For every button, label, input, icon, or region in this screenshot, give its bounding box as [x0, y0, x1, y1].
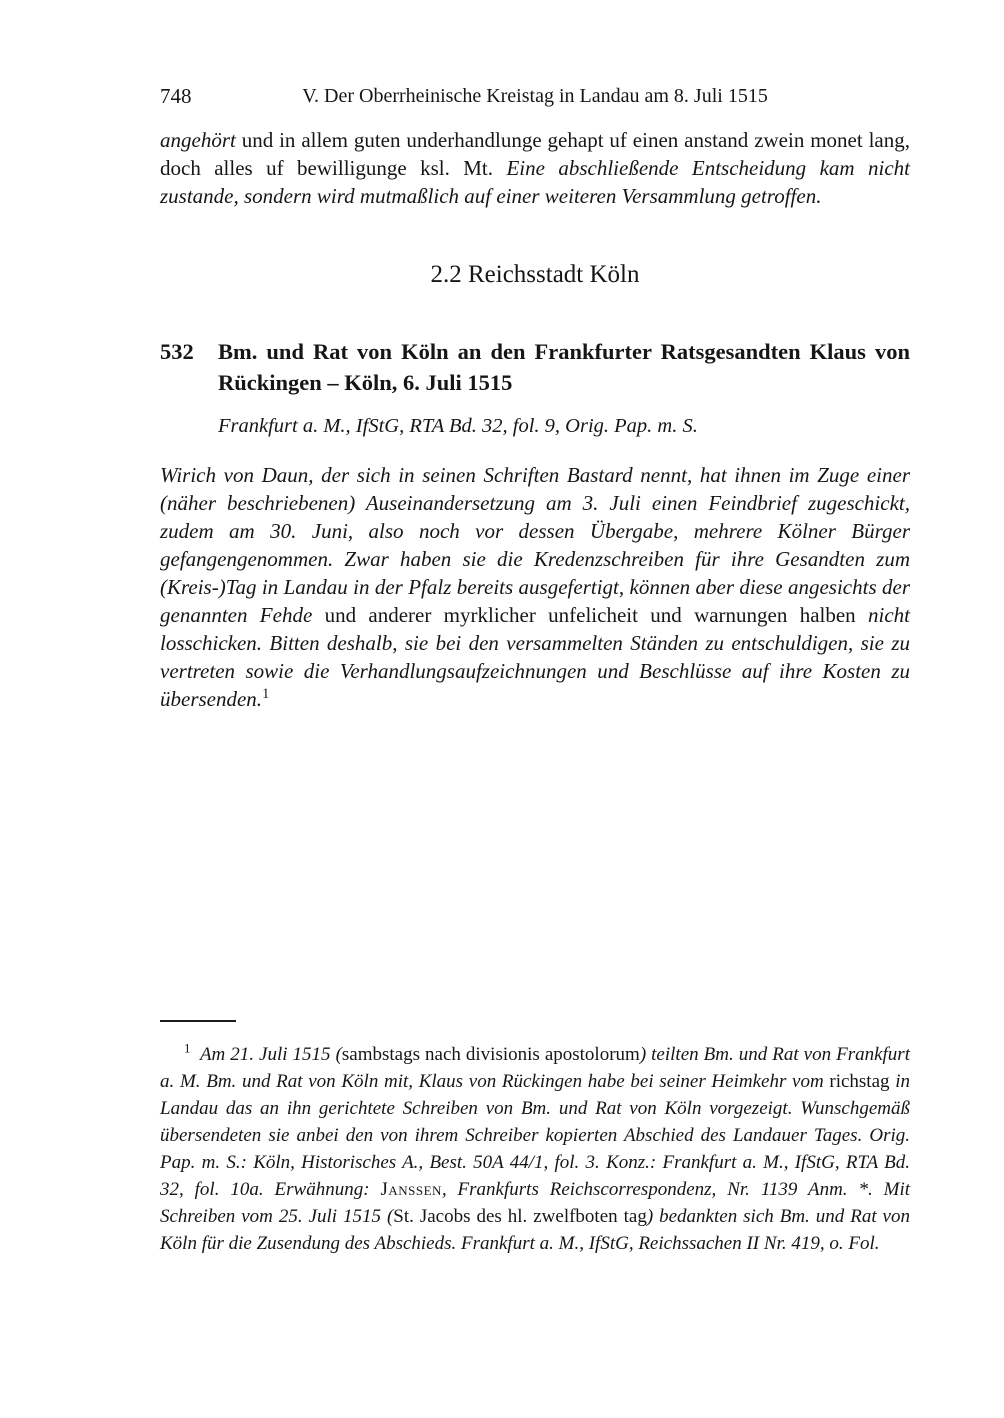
running-header	[160, 82, 910, 110]
running-header-title: V. Der Oberrheinische Kreistag in Landau am 8. Juli 1515	[302, 85, 768, 107]
page-number: 748	[160, 84, 192, 108]
document-title: Bm. und Rat von Köln an den Frankfurter Ratsgesandten Klaus von Rückingen – Köln, 6. Juli 1515	[218, 339, 910, 395]
footnote-block	[160, 1020, 910, 1276]
footnote-separator-rule	[160, 1020, 236, 1022]
archival-source-line: Frankfurt a. M., IfStG, RTA Bd. 32, fol. 9, Orig. Pap. m. S.	[218, 415, 698, 437]
intro-continuation-paragraph: angehört und in allem guten underhandlunge gehapt uf einen anstand zwein monet lang, doch alles uf bewilligunge ksl. Mt. Eine abschließende Entscheidung kam nicht zustande, sondern wird mutmaßlich auf einer weiteren Versammlung getroffen.	[160, 128, 910, 208]
footnote-1: $^1$ Am 21. Juli 1515 (sambstags nach divisionis apostolorum) teilten Bm. und Rat von Frankfurt a. M. Bm. und Rat von Köln mit, Klaus von Rückingen habe bei seiner Heimkehr vom richstag in Landau das an ihn gerichtete Schreiben von Bm. und Rat von Köln vorgezeigt. Wunschgemäß übersendeten sie anbei den von ihrem Schreiber kopierten Abschied des Landauer Tages. Orig. Pap. m. S.: Köln, Historisches A., Best. 50A 44/1, fol. 3. Konz.: Frankfurt a. M., IfStG, RTA Bd. 32, fol. 10a. Erwähnung: Janssen, Frankfurts Reichscorrespondenz, Nr. 1139 Anm. *. Mit Schreiben vom 25. Juli 1515 (St. Jacobs des hl. zwelfboten tag) bedankten sich Bm. und Rat von Köln für die Zusendung des Abschieds. Frankfurt a. M., IfStG, Reichssachen II Nr. 419, o. Fol.	[160, 1040, 911, 1254]
document-summary-paragraph: Wirich von Daun, der sich in seinen Schriften Bastard nennt, hat ihnen im Zuge einer (näher beschriebenen) Auseinandersetzung am 3. Juli einen Feindbrief zugeschickt, zudem am 30. Juni, also noch vor dessen Übergabe, mehrere Kölner Bürger gefangengenommen. Zwar haben sie die Kredenzschreiben für ihre Gesandten zum (Kreis-)Tag in Landau in der Pfalz bereits ausgefertigt, können aber diese angesichts der genannten Fehde und anderer myrklicher unfelicheit und warnungen halben nicht losschicken. Bitten deshalb, sie bei den versammelten Ständen zu entschuldigen, sie zu vertreten sowie die Verhandlungsaufzeichnungen und Beschlüsse auf ihre Kosten zu übersenden.$^1$	[160, 462, 910, 711]
section-heading: 2.2 Reichsstadt Köln	[430, 261, 640, 288]
document-heading	[160, 336, 910, 398]
document-number: 532	[160, 339, 194, 364]
